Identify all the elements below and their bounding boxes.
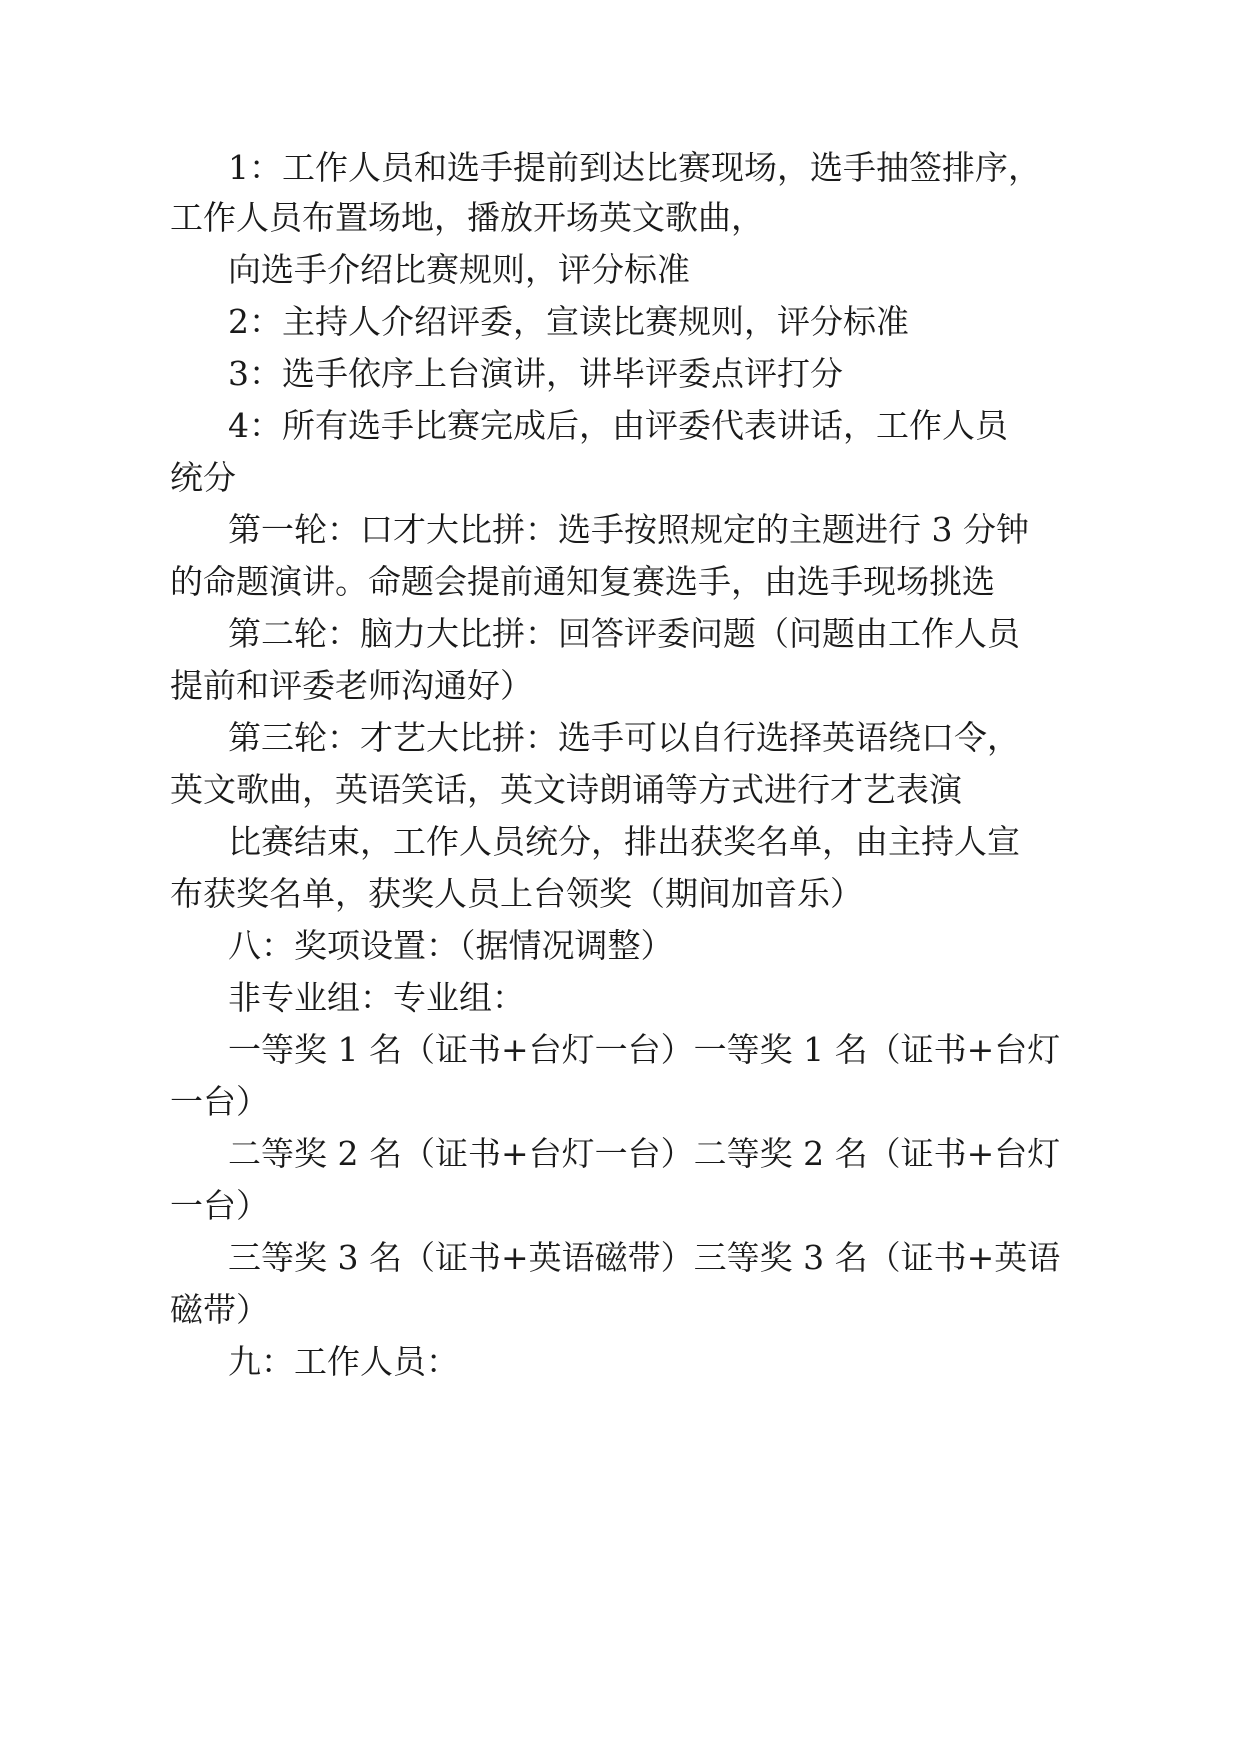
text-line-22: 三等奖 3 名（证书+英语磁带）三等奖 3 名（证书+英语 bbox=[228, 1238, 1061, 1277]
text-line-9: 的命题演讲。命题会提前通知复赛选手，由选手现场挑选 bbox=[170, 562, 995, 601]
text-line-15: 布获奖名单，获奖人员上台领奖（期间加音乐） bbox=[170, 874, 863, 913]
text-line-21: 一台） bbox=[170, 1186, 269, 1225]
text-line-16: 八：奖项设置：（据情况调整） bbox=[228, 926, 674, 965]
text-line-11: 提前和评委老师沟通好） bbox=[170, 666, 533, 705]
text-line-23: 磁带） bbox=[170, 1290, 269, 1329]
text-line-4: 2：主持人介绍评委，宣读比赛规则，评分标准 bbox=[228, 302, 909, 341]
text-line-19: 一台） bbox=[170, 1082, 269, 1121]
text-line-10: 第二轮：脑力大比拼：回答评委问题（问题由工作人员 bbox=[228, 614, 1020, 653]
text-line-3: 向选手介绍比赛规则，评分标准 bbox=[228, 250, 690, 289]
text-line-7: 统分 bbox=[170, 458, 236, 497]
text-line-13: 英文歌曲，英语笑话，英文诗朗诵等方式进行才艺表演 bbox=[170, 770, 962, 809]
text-line-12: 第三轮：才艺大比拼：选手可以自行选择英语绕口令， bbox=[228, 718, 1020, 757]
text-line-24: 九：工作人员： bbox=[228, 1342, 459, 1381]
text-line-20: 二等奖 2 名（证书+台灯一台）二等奖 2 名（证书+台灯 bbox=[228, 1134, 1061, 1173]
text-line-18: 一等奖 1 名（证书+台灯一台）一等奖 1 名（证书+台灯 bbox=[228, 1030, 1061, 1069]
text-line-14: 比赛结束，工作人员统分，排出获奖名单，由主持人宣 bbox=[228, 822, 1020, 861]
text-line-2: 工作人员布置场地，播放开场英文歌曲， bbox=[170, 198, 764, 237]
text-line-17: 非专业组：专业组： bbox=[228, 978, 525, 1017]
text-line-6: 4：所有选手比赛完成后，由评委代表讲话，工作人员 bbox=[228, 406, 1008, 445]
text-line-1: 1：工作人员和选手提前到达比赛现场，选手抽签排序， bbox=[228, 148, 1041, 187]
text-line-5: 3：选手依序上台演讲，讲毕评委点评打分 bbox=[228, 354, 843, 393]
text-line-8: 第一轮：口才大比拼：选手按照规定的主题进行 3 分钟 bbox=[228, 510, 1029, 549]
